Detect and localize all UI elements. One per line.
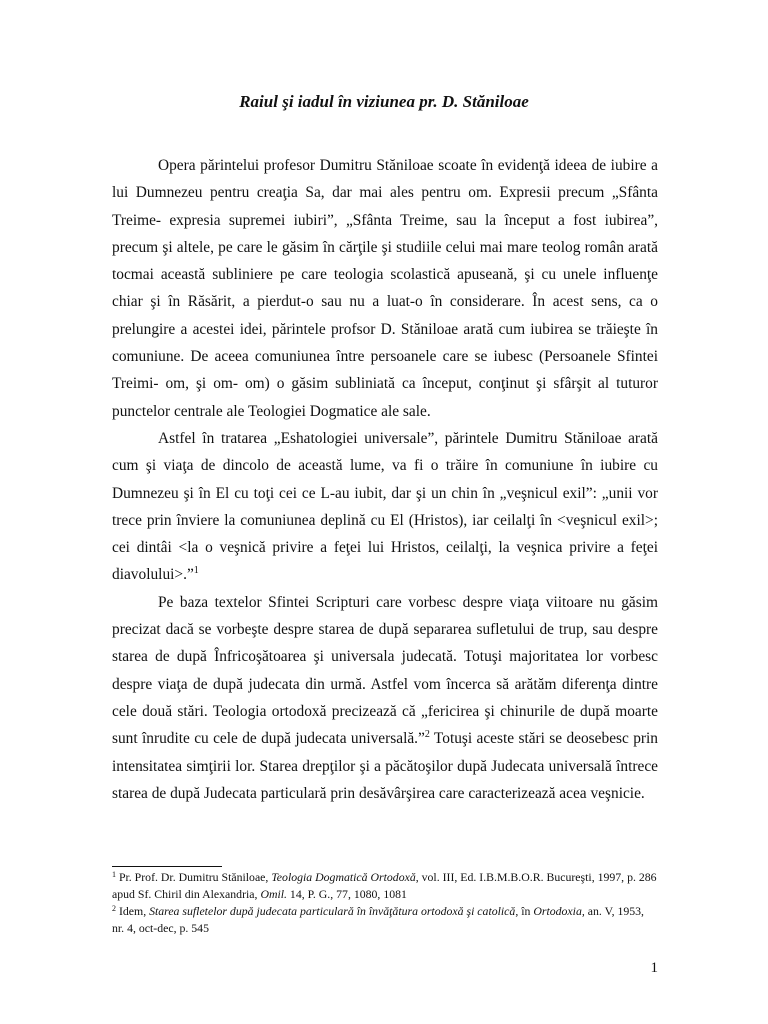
page-number: 1 — [650, 960, 658, 976]
paragraph-2 — [112, 425, 658, 589]
footnote-2-text-3: an. V, 1953, nr. 4, oct-dec, p. 545 — [112, 904, 645, 935]
footnote-2 — [112, 903, 658, 937]
footnote-1-work: Omil. — [260, 887, 287, 901]
footnote-1 — [112, 869, 658, 903]
footnote-1-book-title: Teologia Dogmatică Ortodoxă — [271, 870, 416, 884]
footnote-1-text-3: 14, P. G., 77, 1080, 1081 — [286, 887, 407, 901]
footnote-2-article-title: Starea sufletelor după judecata particulară în învăţătura ortodoxă şi catolică — [149, 904, 516, 918]
footnote-2-text: Idem, — [116, 904, 150, 918]
paragraph-3-text: Pe baza textelor Sfintei Scripturi care vorbesc despre viaţa viitoare nu găsim precizat dacă se vorbeşte despre starea de după separarea sufletului de trup, sau despre starea de după Înfricoşătoarea şi universala judecată. Totuşi majoritatea lor vorbesc despre viaţa de după judecata din urmă. Astfel vom încerca să arătăm diferenţa dintre cele două stări. Teologia ortodoxă precizează că „fericirea şi chinurile de după moarte sunt înrudite cu cele de după judecata universală.” — [112, 593, 658, 748]
footnote-2-marker: 2 — [112, 904, 116, 913]
paragraph-1-text: Opera părintelui profesor Dumitru Stăniloae scoate în evidenţă ideea de iubire a lui Dumnezeu pentru creaţia Sa, dar mai ales pentru om. Expresii precum „Sfânta Treime- expresia supremei iubiri”, „Sfânta Treime, sau la început a fost iubirea”, precum şi altele, pe care le găsim în cărţile şi studiile celui mai mare teolog român arată tocmai această subliniere pe care teologia scolastică apuseană, şi cu unele influenţe chiar şi în Răsărit, a pierdut-o sau nu a luat-o în considerare. În acest sens, ca o prelungire a acestei idei, părintele profsor D. Stăniloae arată cum iubirea se trăieşte în comuniune. De aceea comuniunea între persoanele care se iubesc (Persoanele Sfintei Treimi- om, şi om- om) o găsim subliniată ca început, conţinut şi sfârşit al tuturor punctelor centrale ale Teologiei Dogmatice ale sale. — [112, 157, 658, 420]
footnote-1-text: Pr. Prof. Dr. Dumitru Stăniloae, — [116, 870, 272, 884]
footnotes — [112, 869, 658, 937]
paragraph-3 — [112, 589, 658, 807]
footnote-separator — [112, 866, 222, 867]
footnote-2-journal: Ortodoxia, — [533, 904, 585, 918]
paragraph-1 — [112, 152, 658, 425]
footnote-1-marker: 1 — [112, 870, 116, 879]
footnote-ref-1[interactable]: 1 — [193, 565, 199, 577]
document-title: Raiul şi iadul în viziunea pr. D. Stăniloae — [239, 92, 529, 111]
document-body — [112, 152, 658, 807]
footnote-2-text-2: , în — [515, 904, 534, 918]
paragraph-3-continuation: Totuşi aceste stări se deosebesc prin intensitatea simţirii lor. Starea drepţilor şi a păcătoşilor după Judecata universală întrece starea de după Judecata particulară prin desăvârşirea care caracterizează acea veşnicie. — [112, 730, 658, 802]
footnote-1-text-2: , vol. III, Ed. I.B.M.B.O.R. Bucureşti, 1997, p. 286 apud Sf. Chiril din Alexandria, — [112, 870, 657, 901]
paragraph-2-text: Astfel în tratarea „Eshatologiei universale”, părintele Dumitru Stăniloae arată cum şi viaţa de dincolo de această lume, va fi o trăire în comuniune în iubire cu Dumnezeu şi în El cu toţi cei ce L-au iubit, dar şi un chin în „veşnicul exil”: „unii vor trece prin înviere la comuniunea deplină cu El (Hristos), iar ceilalţi în <veşnicul exil>; cei dintâi <la o veşnică privire a feţei lui Hristos, ceilalţi, la veşnica privire a feţei diavolului>.” — [112, 429, 658, 584]
footnote-ref-2[interactable]: 2 — [424, 729, 430, 741]
